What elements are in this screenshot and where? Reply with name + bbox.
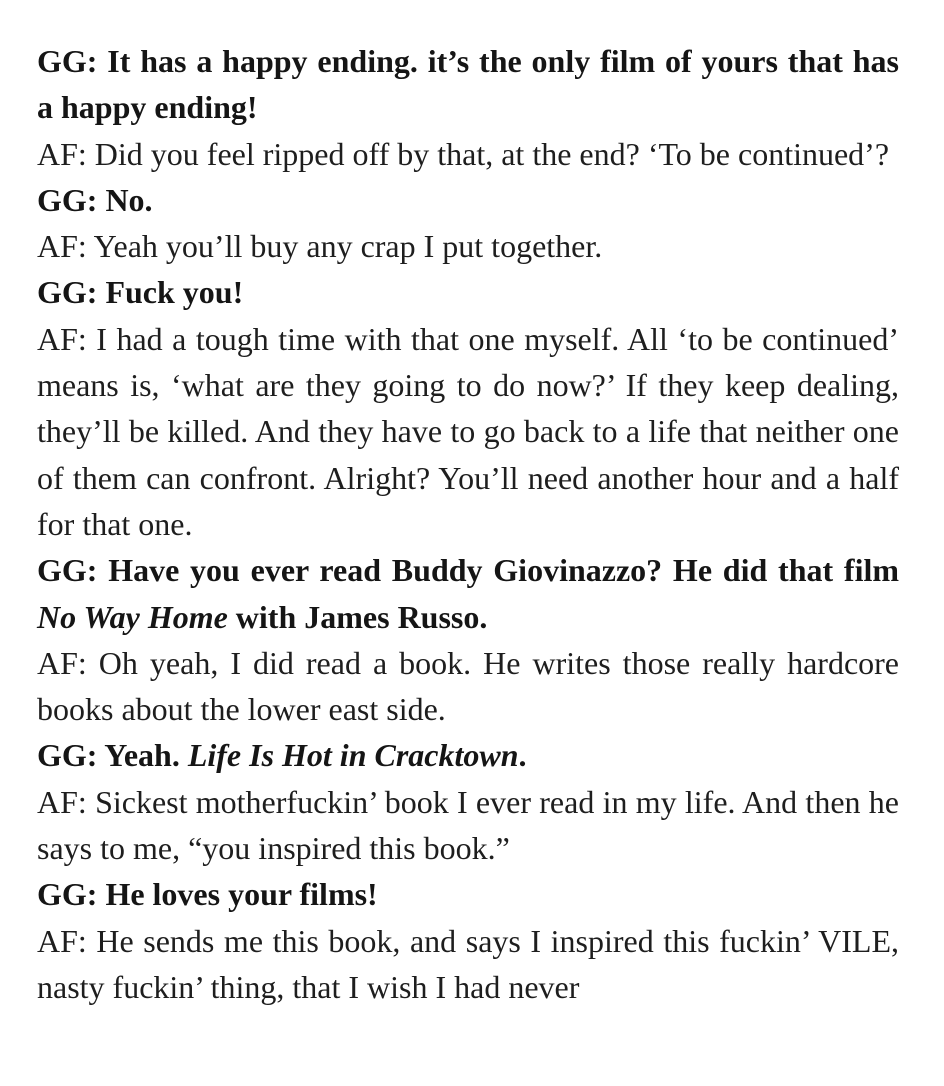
book-title-italic: Life Is Hot in Cracktown — [187, 737, 519, 774]
gg-line-1 — [37, 38, 899, 131]
segment: GG: Yeah. — [37, 737, 188, 774]
af-line-6 — [37, 918, 899, 1011]
segment: GG: Have you ever read Buddy Giovinazzo? He did that film — [37, 552, 899, 589]
segment: . — [518, 737, 527, 774]
interview-page — [37, 38, 899, 1010]
af-line-2 — [37, 223, 899, 269]
gg-line-4 — [37, 547, 899, 640]
segment: GG: He loves your films! — [37, 876, 378, 913]
gg-line-2 — [37, 177, 899, 223]
segment: GG: No. — [37, 181, 153, 218]
segment: AF: Sickest motherfuckin’ book I ever read in my life. And then he says to me, “you inspired this book.” — [37, 783, 899, 867]
gg-line-3 — [37, 269, 899, 315]
segment: AF: He sends me this book, and says I inspired this fuckin’ VILE, nasty fuckin’ thing, that I wish I had never — [37, 922, 899, 1005]
gg-line-6 — [37, 871, 899, 917]
segment: AF: Oh yeah, I did read a book. He writes those really hardcore books about the lower east side. — [37, 644, 899, 728]
segment: AF: Did you feel ripped off by that, at the end? ‘To be continued’? — [37, 135, 890, 172]
segment: AF: I had a tough time with that one myself. All ‘to be continued’ means is, ‘what are they going to do now?’ If they keep dealing, they’ll be killed. And they have to go back to a life that neither one of them can confront. Alright? You’ll need another hour and a half for that one. — [37, 320, 899, 542]
segment: AF: Yeah you’ll buy any crap I put together. — [37, 228, 603, 265]
segment: GG: It has a happy ending. it’s the only film of yours that has a happy ending! — [37, 43, 899, 126]
film-title-italic: No Way Home — [37, 598, 228, 635]
af-line-4 — [37, 640, 899, 733]
segment: with James Russo. — [227, 598, 488, 635]
af-line-3 — [37, 316, 899, 547]
af-line-1 — [37, 131, 899, 177]
af-line-5 — [37, 779, 899, 872]
segment: GG: Fuck you! — [37, 274, 244, 311]
gg-line-5 — [37, 732, 899, 778]
